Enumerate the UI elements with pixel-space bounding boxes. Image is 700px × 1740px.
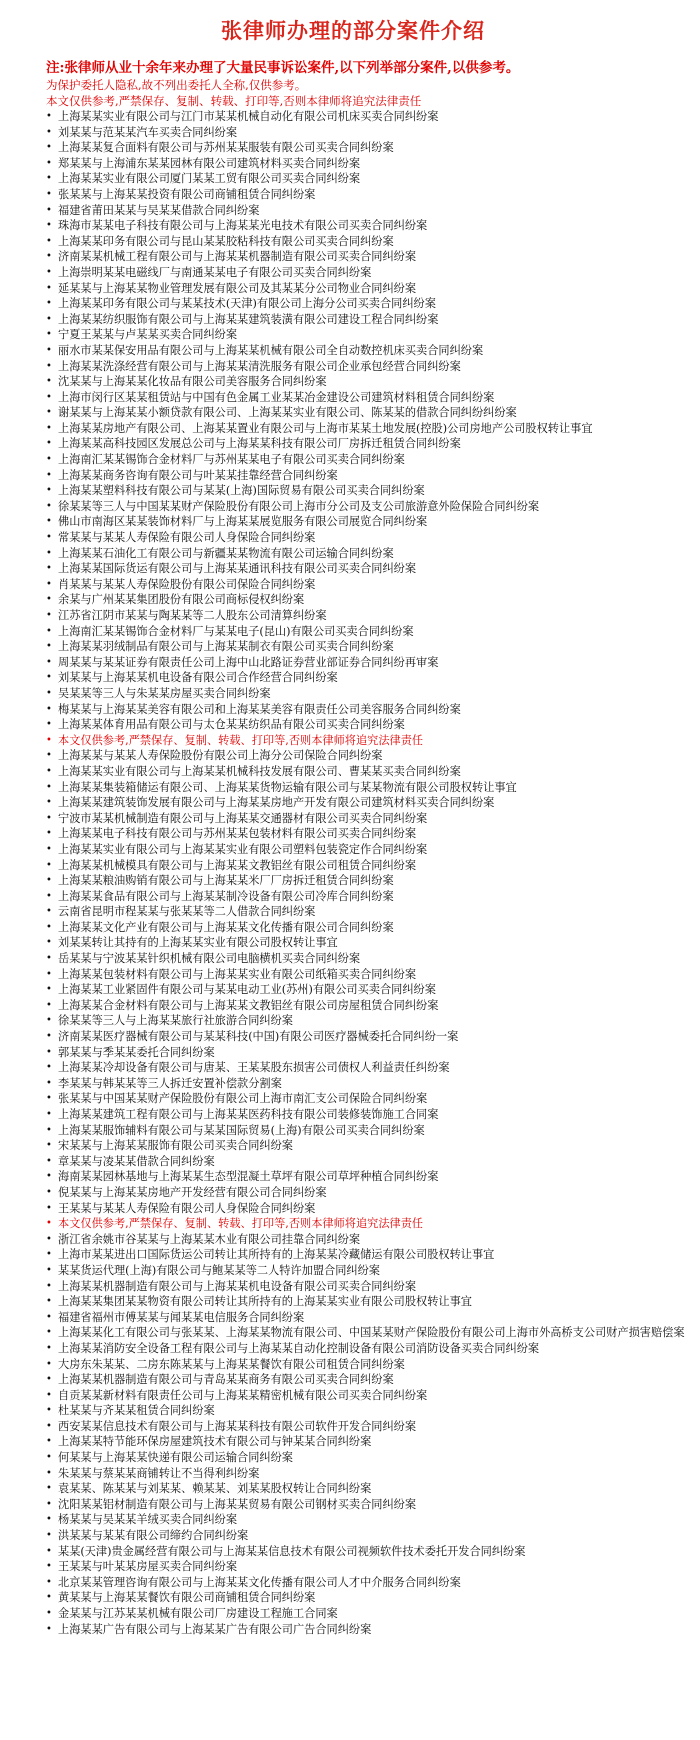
case-item: • 某某货运代理(上海)有限公司与鲍某某等二人特许加盟合同纠纷案 <box>46 1263 686 1279</box>
case-item: • 上海某某印务有限公司与某某技术(天津)有限公司上海分公司买卖合同纠纷案 <box>46 296 686 312</box>
case-item: • 上海某某特节能环保房屋建筑技术有限公司与钟某某合同纠纷案 <box>46 1434 686 1450</box>
case-item: • 上海南汇某某锡饰合金材料厂与苏州某某电子有限公司买卖合同纠纷案 <box>46 452 686 468</box>
case-item: • 上海某某印务有限公司与昆山某某胶粘科技有限公司买卖合同纠纷案 <box>46 234 686 250</box>
case-item: • 刘某某转让其持有的上海某某实业有限公司股权转让事宜 <box>46 935 686 951</box>
case-item: • 上海某某实业有限公司与上海某某机械科技发展有限公司、曹某某买卖合同纠纷案 <box>46 764 686 780</box>
case-item: • 上海某某机器制造有限公司与青岛某某商务有限公司买卖合同纠纷案 <box>46 1372 686 1388</box>
case-item: • 大房东朱某某、二房东陈某某与上海某某餐饮有限公司租赁合同纠纷案 <box>46 1357 686 1373</box>
case-item: • 徐某某等三人与上海某某旅行社旅游合同纠纷案 <box>46 1013 686 1029</box>
case-item: • 济南某某医疗器械有限公司与某某科技(中国)有限公司医疗器械委托合同纠纷一案 <box>46 1029 686 1045</box>
case-item: • 郭某某与季某某委托合同纠纷案 <box>46 1045 686 1061</box>
case-item: • 洪某某与某某有限公司缔约合同纠纷案 <box>46 1528 686 1544</box>
case-item: • 上海某某包装材料有限公司与上海某某实业有限公司纸箱买卖合同纠纷案 <box>46 967 686 983</box>
copyright-warning: • 本文仅供参考,严禁保存、复制、转载、打印等,否则本律师将追究法律责任 <box>46 733 686 749</box>
case-item: • 海南某某园林基地与上海某某生态型混凝土草坪有限公司草坪种植合同纠纷案 <box>46 1169 686 1185</box>
case-item: • 上海某某实业有限公司厦门某某工贸有限公司买卖合同纠纷案 <box>46 171 686 187</box>
intro-note: 注:张律师从业十余年来办理了大量民事诉讼案件,以下列举部分案件,以供参考。 <box>46 60 520 76</box>
case-item: • 沈阳某某铝材制造有限公司与上海某某贸易有限公司钢材买卖合同纠纷案 <box>46 1497 686 1513</box>
case-item: • 上海某某机器制造有限公司与上海某某机电设备有限公司买卖合同纠纷案 <box>46 1279 686 1295</box>
case-item: • 上海某某集团某某物资有限公司转让其所持有的上海某某实业有限公司股权转让事宜 <box>46 1294 686 1310</box>
case-item: • 上海某某化工有限公司与张某某、上海某某物流有限公司、中国某某财产保险股份有限公司上海市外高桥支公司财产损害赔偿案 <box>46 1325 686 1341</box>
case-item: • 郑某某与上海浦东某某园林有限公司建筑材料买卖合同纠纷案 <box>46 156 686 172</box>
case-item: • 北京某某管理咨询有限公司与上海某某文化传播有限公司人才中介服务合同纠纷案 <box>46 1575 686 1591</box>
case-item: • 李某某与韩某某等三人拆迁安置补偿款分割案 <box>46 1076 686 1092</box>
case-item: • 济南某某机械工程有限公司与上海某某机器制造有限公司买卖合同纠纷案 <box>46 249 686 265</box>
case-item: • 上海某某文化产业有限公司与上海某某文化传播有限公司合同纠纷案 <box>46 920 686 936</box>
case-item: • 延某某与上海某某物业管理发展有限公司及其某某分公司物业合同纠纷案 <box>46 281 686 297</box>
case-item: • 何某某与上海某某快递有限公司运输合同纠纷案 <box>46 1450 686 1466</box>
case-item: • 珠海市某某电子科技有限公司与上海某某光电技术有限公司买卖合同纠纷案 <box>46 218 686 234</box>
case-item: • 吴某某等三人与朱某某房屋买卖合同纠纷案 <box>46 686 686 702</box>
case-item: • 上海某某复合面料有限公司与苏州某某服装有限公司买卖合同纠纷案 <box>46 140 686 156</box>
case-item: • 自贡某某新材料有限责任公司与上海某某精密机械有限公司买卖合同纠纷案 <box>46 1388 686 1404</box>
privacy-note: 为保护委托人隐私,故不列出委托人全称,仅供参考。 <box>46 78 307 92</box>
case-item: • 常某某与某某人寿保险有限公司人身保险合同纠纷案 <box>46 530 686 546</box>
case-item: • 上海某某集装箱储运有限公司、上海某某货物运输有限公司与某某物流有限公司股权转让事宜 <box>46 780 686 796</box>
case-item: • 杜某某与齐某某租赁合同纠纷案 <box>46 1403 686 1419</box>
case-item: • 上海市某某进出口国际货运公司转让其所持有的上海某某冷藏储运有限公司股权转让事宜 <box>46 1247 686 1263</box>
case-item: • 上海某某纺织服饰有限公司与上海某某建筑装潢有限公司建设工程合同纠纷案 <box>46 312 686 328</box>
case-item: • 上海某某实业有限公司与江门市某某机械自动化有限公司机床买卖合同纠纷案 <box>46 109 686 125</box>
case-item: • 上海崇明某某电磁线厂与南通某某电子有限公司买卖合同纠纷案 <box>46 265 686 281</box>
case-item: • 上海某某塑料科技有限公司与某某(上海)国际贸易有限公司买卖合同纠纷案 <box>46 483 686 499</box>
case-item: • 刘某某与范某某汽车买卖合同纠纷案 <box>46 125 686 141</box>
case-item: • 上海某某广告有限公司与上海某某广告有限公司广告合同纠纷案 <box>46 1622 686 1638</box>
case-item: • 上海某某洗涤经营有限公司与上海某某清洗服务有限公司企业承包经营合同纠纷案 <box>46 359 686 375</box>
case-item: • 宁波市某某机械制造有限公司与上海某某交通器材有限公司买卖合同纠纷案 <box>46 811 686 827</box>
case-item: • 张某某与上海某某投资有限公司商铺租赁合同纠纷案 <box>46 187 686 203</box>
case-item: • 上海某某房地产有限公司、上海某某置业有限公司与上海市某某土地发展(控股)公司房地产公司股权转让事宜 <box>46 421 686 437</box>
case-list <box>20 109 686 1637</box>
case-item: • 王某某与某某人寿保险有限公司人身保险合同纠纷案 <box>46 1201 686 1217</box>
case-item: • 王某某与叶某某房屋买卖合同纠纷案 <box>46 1559 686 1575</box>
case-item: • 刘某某与上海某某机电设备有限公司合作经营合同纠纷案 <box>46 670 686 686</box>
case-item: • 张某某与中国某某财产保险股份有限公司上海市南汇支公司保险合同纠纷案 <box>46 1091 686 1107</box>
copyright-warning: • 本文仅供参考,严禁保存、复制、转载、打印等,否则本律师将追究法律责任 <box>46 1216 686 1232</box>
case-item: • 朱某某与蔡某某商铺转让不当得利纠纷案 <box>46 1466 686 1482</box>
case-item: • 上海某某与某某人寿保险股份有限公司上海分公司保险合同纠纷案 <box>46 748 686 764</box>
case-item: • 上海某某羽绒制品有限公司与上海某某制衣有限公司买卖合同纠纷案 <box>46 639 686 655</box>
case-item: • 宋某某与上海某某服饰有限公司买卖合同纠纷案 <box>46 1138 686 1154</box>
case-item: • 章某某与凌某某借款合同纠纷案 <box>46 1154 686 1170</box>
case-item: • 黄某某与上海某某餐饮有限公司商铺租赁合同纠纷案 <box>46 1590 686 1606</box>
case-item: • 宁夏王某某与卢某某买卖合同纠纷案 <box>46 327 686 343</box>
case-item: • 上海某某国际货运有限公司与上海某某通讯科技有限公司买卖合同纠纷案 <box>46 561 686 577</box>
case-item: • 金某某与江苏某某机械有限公司厂房建设工程施工合同案 <box>46 1606 686 1622</box>
case-item: • 福建省福州市傅某某与闻某某电信服务合同纠纷案 <box>46 1310 686 1326</box>
case-item: • 上海某某消防安全设备工程有限公司与上海某某自动化控制设备有限公司消防设备买卖合同纠纷案 <box>46 1341 686 1357</box>
case-item: • 余某与广州某某集团股份有限公司商标侵权纠纷案 <box>46 592 686 608</box>
case-item: • 上海某某工业紧固件有限公司与某某电动工业(苏州)有限公司买卖合同纠纷案 <box>46 982 686 998</box>
case-item: • 上海某某粮油购销有限公司与上海某某米厂厂房拆迁租赁合同纠纷案 <box>46 873 686 889</box>
case-item: • 徐某某等三人与中国某某财产保险股份有限公司上海市分公司及支公司旅游意外险保险合同纠纷案 <box>46 499 686 515</box>
case-item: • 福建省莆田某某与吴某某借款合同纠纷案 <box>46 203 686 219</box>
case-item: • 袁某某、陈某某与刘某某、赖某某、刘某某股权转让合同纠纷案 <box>46 1481 686 1497</box>
case-item: • 上海某某建筑装饰发展有限公司与上海某某房地产开发有限公司建筑材料买卖合同纠纷案 <box>46 795 686 811</box>
copyright-note: 本文仅供参考,严禁保存、复制、转载、打印等,否则本律师将追究法律责任 <box>46 94 422 108</box>
case-item: • 上海南汇某某锡饰合金材料厂与某某电子(昆山)有限公司买卖合同纠纷案 <box>46 624 686 640</box>
case-item: • 江苏省江阴市某某与陶某某等二人股东公司清算纠纷案 <box>46 608 686 624</box>
case-item: • 上海某某机械模具有限公司与上海某某文教铝丝有限公司租赁合同纠纷案 <box>46 858 686 874</box>
case-item: • 西安某某信息技术有限公司与上海某某科技有限公司软件开发合同纠纷案 <box>46 1419 686 1435</box>
case-item: • 上海某某建筑工程有限公司与上海某某医药科技有限公司装修装饰施工合同案 <box>46 1107 686 1123</box>
case-item: • 上海某某商务咨询有限公司与叶某某挂靠经营合同纠纷案 <box>46 468 686 484</box>
case-item: • 杨某某与吴某某羊绒买卖合同纠纷案 <box>46 1512 686 1528</box>
case-item: • 梅某某与上海某某美容有限公司和上海某某美容有限责任公司美容服务合同纠纷案 <box>46 702 686 718</box>
case-item: • 佛山市南海区某某装饰材料厂与上海某某展览服务有限公司展览合同纠纷案 <box>46 514 686 530</box>
case-item: • 上海某某合金材料有限公司与上海某某文教铝丝有限公司房屋租赁合同纠纷案 <box>46 998 686 1014</box>
case-item: • 上海某某实业有限公司与上海某某实业有限公司塑料包装瓷定作合同纠纷案 <box>46 842 686 858</box>
case-item: • 丽水市某某保安用品有限公司与上海某某机械有限公司全自动数控机床买卖合同纠纷案 <box>46 343 686 359</box>
case-item: • 谢某某与上海某某小额贷款有限公司、上海某某实业有限公司、陈某某的借款合同纠纷纠纷案 <box>46 405 686 421</box>
case-item: • 沈某某与上海某某化妆品有限公司美容服务合同纠纷案 <box>46 374 686 390</box>
case-item: • 倪某某与上海某某房地产开发经营有限公司合同纠纷案 <box>46 1185 686 1201</box>
case-item: • 上海某某食品有限公司与上海某某制冷设备有限公司冷库合同纠纷案 <box>46 889 686 905</box>
case-item: • 上海某某高科技园区发展总公司与上海某某科技有限公司厂房拆迁租赁合同纠纷案 <box>46 436 686 452</box>
case-item: • 上海某某石油化工有限公司与新疆某某物流有限公司运输合同纠纷案 <box>46 546 686 562</box>
case-item: • 岳某某与宁波某某针织机械有限公司电脑横机买卖合同纠纷案 <box>46 951 686 967</box>
case-item: • 上海某某电子科技有限公司与苏州某某包装材料有限公司买卖合同纠纷案 <box>46 826 686 842</box>
case-item: • 肖某某与某某人寿保险股份有限公司保险合同纠纷案 <box>46 577 686 593</box>
case-item: • 上海市闵行区某某租赁站与中国有色金属工业某某冶金建设公司建筑材料租赁合同纠纷案 <box>46 390 686 406</box>
page-title: 张律师办理的部分案件介绍 <box>221 18 485 43</box>
case-item: • 上海某某冷却设备有限公司与唐某、王某某股东损害公司债权人利益责任纠纷案 <box>46 1060 686 1076</box>
case-item: • 云南省昆明市程某某与张某某等二人借款合同纠纷案 <box>46 904 686 920</box>
case-item: • 浙江省余姚市谷某某与上海某某木业有限公司挂靠合同纠纷案 <box>46 1232 686 1248</box>
case-item: • 周某某与某某证券有限责任公司上海中山北路证券营业部证券合同纠纷再审案 <box>46 655 686 671</box>
case-item: • 上海某某体育用品有限公司与太仓某某纺织品有限公司买卖合同纠纷案 <box>46 717 686 733</box>
case-item: • 某某(天津)贵金属经营有限公司与上海某某信息技术有限公司视频软件技术委托开发合同纠纷案 <box>46 1544 686 1560</box>
case-item: • 上海某某服饰辅料有限公司与某某国际贸易(上海)有限公司买卖合同纠纷案 <box>46 1123 686 1139</box>
